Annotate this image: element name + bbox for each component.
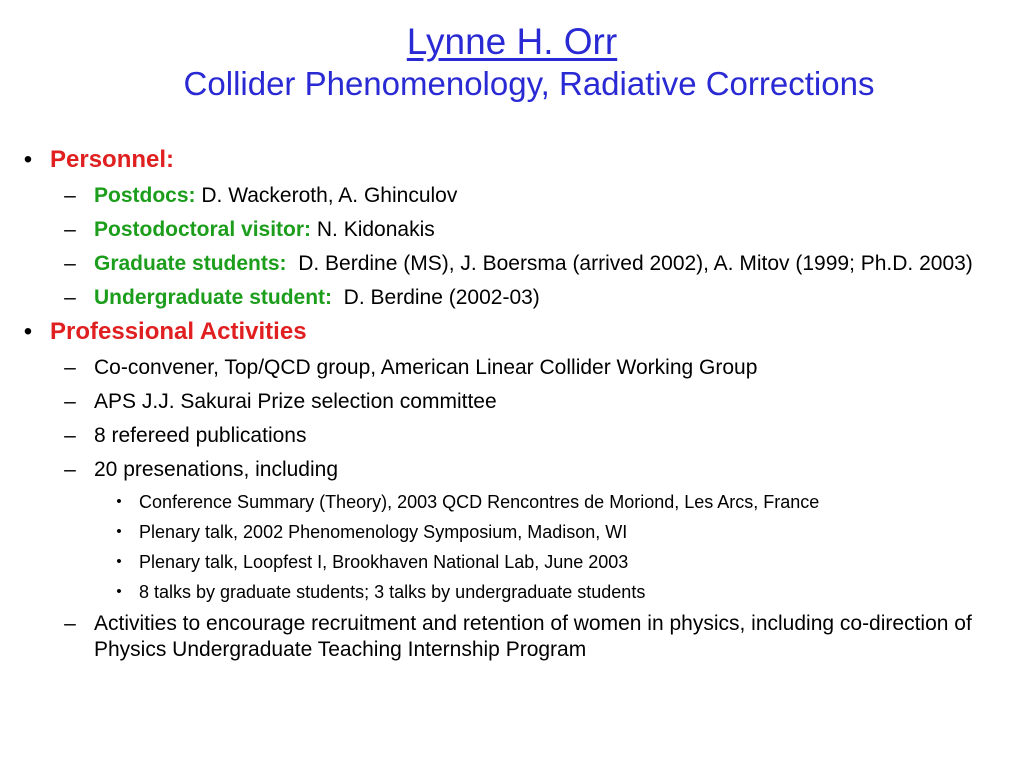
personnel-label-sep: : — [304, 218, 312, 241]
dash-icon: – — [64, 356, 76, 379]
bullet-icon: • — [23, 318, 33, 345]
presentation-item — [18, 551, 1008, 573]
small-bullet-icon: • — [116, 493, 122, 510]
professional-heading — [18, 317, 1008, 347]
professional-heading-text: Professional Activities — [50, 318, 307, 345]
personnel-label: Postodoctoral visitor — [94, 218, 305, 241]
dash-icon: – — [64, 286, 76, 309]
dash-icon: – — [64, 184, 76, 207]
slide-body — [18, 142, 1008, 663]
bullet-icon: • — [23, 146, 33, 173]
presentation-text: Plenary talk, 2002 Phenomenology Symposium, Madison, WI — [139, 522, 628, 542]
dash-icon: – — [64, 252, 76, 275]
dash-icon: – — [64, 612, 76, 635]
personnel-names: D. Berdine (2002-03) — [332, 286, 540, 309]
dash-icon: – — [64, 424, 76, 447]
dash-icon: – — [64, 218, 76, 241]
personnel-names: D. Wackeroth, A. Ghinculov — [195, 184, 458, 207]
activity-text: Activities to encourage recruitment and retention of women in physics, including co-direction of Physics Undergraduate Teaching Internship Program — [94, 612, 972, 661]
presentation-text: Conference Summary (Theory), 2003 QCD Rencontres de Moriond, Les Arcs, France — [139, 492, 820, 512]
dash-icon: – — [64, 458, 76, 481]
presentation-item — [18, 581, 1008, 603]
presentation-text: Plenary talk, Loopfest I, Brookhaven National Lab, June 2003 — [139, 552, 629, 572]
personnel-item-graduate — [18, 251, 1008, 277]
personnel-item-postdocs — [18, 183, 1008, 209]
activity-text: Co-convener, Top/QCD group, American Linear Collider Working Group — [94, 356, 758, 379]
activity-text: 8 refereed publications — [94, 424, 307, 447]
personnel-label: Graduate students: — [94, 252, 287, 275]
activity-text: APS J.J. Sakurai Prize selection committee — [94, 390, 497, 413]
activity-item — [18, 423, 1008, 449]
activity-item-outreach — [18, 611, 1008, 663]
personnel-heading — [18, 145, 1008, 175]
personnel-label: Postdocs — [94, 184, 189, 207]
activity-item — [18, 389, 1008, 415]
slide-title: Lynne H. Orr — [406, 21, 618, 62]
activity-text: 20 presenations, including — [94, 458, 339, 481]
slide-subtitle: Collider Phenomenology, Radiative Corrections — [183, 65, 875, 102]
activity-item — [18, 457, 1008, 483]
small-bullet-icon: • — [116, 553, 122, 570]
presentation-text: 8 talks by graduate students; 3 talks by undergraduate students — [139, 582, 646, 602]
personnel-label: Undergraduate student: — [94, 286, 333, 309]
activity-item — [18, 355, 1008, 381]
personnel-item-undergraduate — [18, 285, 1008, 311]
title-block — [0, 20, 1024, 104]
small-bullet-icon: • — [116, 523, 122, 540]
personnel-heading-text: Personnel: — [50, 146, 175, 173]
small-bullet-icon: • — [116, 583, 122, 600]
personnel-label-sep: : — [188, 184, 196, 207]
personnel-names: D. Berdine (MS), J. Boersma (arrived 2002), A. Mitov (1999; Ph.D. 2003) — [286, 252, 973, 275]
presentation-item — [18, 491, 1008, 513]
presentation-item — [18, 521, 1008, 543]
dash-icon: – — [64, 390, 76, 413]
personnel-item-visitor — [18, 217, 1008, 243]
personnel-names: N. Kidonakis — [311, 218, 435, 241]
